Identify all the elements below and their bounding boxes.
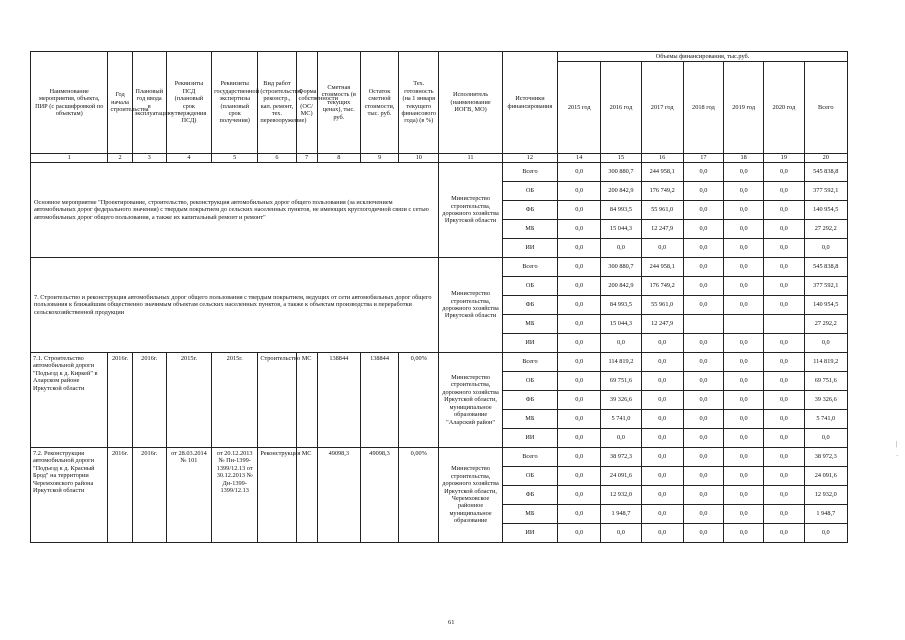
funding-value: 200 842,9	[601, 277, 641, 296]
funding-source: МБ	[502, 220, 557, 239]
object-name: 7.1. Строительство автомобильной дороги "Подъезд к д. Киркей" в Аларском районе Иркутской области	[31, 353, 108, 448]
funding-source: МБ	[502, 315, 557, 334]
funding-source: ИИ	[502, 429, 557, 448]
column-number: 11	[439, 154, 502, 163]
funding-value: 0,0	[764, 410, 804, 429]
column-number: 12	[502, 154, 557, 163]
funding-value: 0,0	[724, 505, 764, 524]
funding-source: ФБ	[502, 486, 557, 505]
funding-value: 55 961,0	[641, 201, 683, 220]
object-estimated-cost: 138844	[317, 353, 360, 448]
executor-cell: Министерство строительства, дорожного хозяйства Иркутской области, муниципальное образование "Аларский район"	[439, 353, 502, 448]
funding-value: 0,0	[724, 429, 764, 448]
funding-value: 0,0	[558, 353, 601, 372]
funding-value: 0,0	[641, 505, 683, 524]
column-number: 1	[31, 154, 108, 163]
column-number: 16	[641, 154, 683, 163]
section-description: 7. Строительство и реконструкция автомобильных дорог общего пользования с твердым покрытием, ведущих от сети автомобильных дорог общего пользования к ближайшим общественно значимым объектам сельских населенных пунктов, а также к объектам производства и переработки сельскохозяйственной продукции	[31, 258, 439, 353]
column-numbers-row	[31, 154, 848, 163]
funding-value: 0,0	[724, 277, 764, 296]
object-work-type: Реконструкция	[258, 448, 296, 543]
object-remaining-cost: 138844	[360, 353, 398, 448]
header-funding-group: Объемы финансирования, тыс.руб.	[558, 52, 848, 62]
funding-total: 140 954,5	[804, 201, 847, 220]
funding-total: 0,0	[804, 334, 847, 353]
funding-total: 24 091,6	[804, 467, 847, 486]
funding-value: 0,0	[764, 391, 804, 410]
funding-value: 0,0	[724, 220, 764, 239]
header-expertise-details: Реквизиты государственной экспертизы (плановый срок получения)	[212, 52, 258, 154]
table-row	[31, 163, 848, 182]
funding-value: 0,0	[558, 486, 601, 505]
funding-value: 0,0	[641, 391, 683, 410]
table-row	[31, 448, 848, 467]
funding-value: 0,0	[641, 353, 683, 372]
funding-value: 0,0	[683, 391, 723, 410]
header-sources: Источники финансирования	[502, 52, 557, 154]
column-number: 3	[132, 154, 166, 163]
funding-value: 12 932,0	[601, 486, 641, 505]
column-number: 15	[601, 154, 641, 163]
object-name: 7.2. Реконструкция автомобильной дороги "Подъезд к д. Красный Брод" на территории Черемховского района Иркутской области	[31, 448, 108, 543]
funding-value: 0,0	[764, 296, 804, 315]
funding-value: 12 247,9	[641, 315, 683, 334]
funding-total: 545 838,8	[804, 258, 847, 277]
funding-value: 0,0	[683, 353, 723, 372]
funding-value: 0,0	[558, 372, 601, 391]
header-estimated-cost: Сметная стоимость (в текущих ценах), тыс. руб.	[317, 52, 360, 154]
funding-value: 0,0	[558, 201, 601, 220]
funding-value: 0,0	[683, 163, 723, 182]
funding-value: 0,0	[724, 353, 764, 372]
funding-total: 39 326,6	[804, 391, 847, 410]
funding-value: 0,0	[558, 220, 601, 239]
funding-value: 0,0	[558, 182, 601, 201]
funding-value: 0,0	[683, 467, 723, 486]
funding-source: МБ	[502, 505, 557, 524]
funding-value: 0,0	[764, 258, 804, 277]
funding-value: 176 749,2	[641, 277, 683, 296]
funding-source: МБ	[502, 410, 557, 429]
funding-total: 27 292,2	[804, 315, 847, 334]
funding-value: 69 751,6	[601, 372, 641, 391]
header-work-type: Вид работ (строительство, реконстр., кап. ремонт, тех. перевооружение)	[258, 52, 296, 154]
funding-value: 244 958,1	[641, 258, 683, 277]
funding-value: 0,0	[764, 163, 804, 182]
funding-total: 0,0	[804, 429, 847, 448]
funding-value: 55 961,0	[641, 296, 683, 315]
funding-source: ОБ	[502, 182, 557, 201]
funding-value: 0,0	[724, 391, 764, 410]
funding-value: 0,0	[764, 448, 804, 467]
funding-value: 0,0	[764, 239, 804, 258]
funding-value: 0,0	[683, 182, 723, 201]
funding-value: 0,0	[724, 163, 764, 182]
funding-source: Всего	[502, 448, 557, 467]
object-ownership: МС	[296, 353, 317, 448]
funding-source: ИИ	[502, 524, 557, 543]
funding-value: 0,0	[683, 220, 723, 239]
funding-value: 0,0	[641, 486, 683, 505]
header-year-2020: 2020 год	[764, 62, 804, 154]
funding-value: 0,0	[558, 277, 601, 296]
funding-value: 0,0	[724, 410, 764, 429]
funding-value: 0,0	[764, 277, 804, 296]
column-number: 17	[683, 154, 723, 163]
funding-value: 0,0	[764, 220, 804, 239]
header-year-2019: 2019 год	[724, 62, 764, 154]
object-psd: 2015г.	[166, 353, 211, 448]
funding-value: 5 741,0	[601, 410, 641, 429]
funding-value: 0,0	[641, 448, 683, 467]
header-psd-details: Реквизиты ПСД (плановый срок утверждения ПСД)	[166, 52, 211, 154]
funding-value: 200 842,9	[601, 182, 641, 201]
object-psd: от 28.03.2014 № 101	[166, 448, 211, 543]
funding-value: 1 948,7	[601, 505, 641, 524]
funding-value: 12 247,9	[641, 220, 683, 239]
funding-total: 0,0	[804, 239, 847, 258]
header-remaining-cost: Остаток сметной стоимости, тыс. руб.	[360, 52, 398, 154]
funding-value: 0,0	[558, 296, 601, 315]
header-readiness: Тех. готовность (на 1 января текущего финансового года) (в %)	[399, 52, 439, 154]
funding-total: 140 954,5	[804, 296, 847, 315]
column-number: 19	[764, 154, 804, 163]
column-number: 14	[558, 154, 601, 163]
funding-value: 0,0	[683, 258, 723, 277]
header-ownership: Форма собственности (ОС/МС)	[296, 52, 317, 154]
column-number: 2	[108, 154, 132, 163]
funding-value	[764, 315, 804, 334]
object-readiness: 0,00%	[399, 448, 439, 543]
object-work-type: Строительство	[258, 353, 296, 448]
funding-value: 0,0	[724, 334, 764, 353]
header-name: Наименование мероприятия, объекта, ПИР (с расшифровкой по объектам)	[31, 52, 108, 154]
funding-value: 0,0	[558, 315, 601, 334]
funding-value: 0,0	[558, 334, 601, 353]
column-number: 4	[166, 154, 211, 163]
header-year-2016: 2016 год	[601, 62, 641, 154]
funding-value: 0,0	[683, 448, 723, 467]
table-body	[31, 163, 848, 543]
funding-value: 0,0	[764, 467, 804, 486]
column-number: 8	[317, 154, 360, 163]
funding-value: 0,0	[558, 429, 601, 448]
page-number: 61	[448, 619, 455, 626]
funding-value: 0,0	[683, 524, 723, 543]
executor-cell: Министерство строительства, дорожного хозяйства Иркутской области	[439, 258, 502, 353]
funding-total: 27 292,2	[804, 220, 847, 239]
header-start-year: Год начала строительства	[108, 52, 132, 154]
funding-value: 0,0	[558, 524, 601, 543]
funding-value: 0,0	[724, 486, 764, 505]
funding-value: 0,0	[558, 467, 601, 486]
funding-value: 0,0	[558, 163, 601, 182]
funding-value: 24 091,6	[601, 467, 641, 486]
funding-value: 0,0	[724, 296, 764, 315]
funding-value: 39 326,6	[601, 391, 641, 410]
funding-value: 0,0	[683, 239, 723, 258]
funding-total: 377 592,1	[804, 182, 847, 201]
funding-value	[683, 315, 723, 334]
header-planned-year: Плановый год ввода в эксплуатацию	[132, 52, 166, 154]
funding-source: Всего	[502, 258, 557, 277]
funding-source: ОБ	[502, 372, 557, 391]
funding-total: 377 592,1	[804, 277, 847, 296]
funding-value: 15 044,3	[601, 315, 641, 334]
funding-source: ИИ	[502, 239, 557, 258]
header-year-2017: 2017 год	[641, 62, 683, 154]
object-planned-year: 2016г.	[132, 353, 166, 448]
header-executor: Исполнитель (наименование ИОГВ, МО)	[439, 52, 502, 154]
funding-value: 114 819,2	[601, 353, 641, 372]
object-expertise: 2015г.	[212, 353, 258, 448]
funding-value: 0,0	[601, 239, 641, 258]
funding-value: 244 958,1	[641, 163, 683, 182]
executor-cell: Министерство строительства, дорожного хозяйства Иркутской области, Черемховское районное муниципальное образование	[439, 448, 502, 543]
column-number: 20	[804, 154, 847, 163]
funding-value: 0,0	[641, 372, 683, 391]
funding-value: 0,0	[683, 429, 723, 448]
object-start-year: 2016г.	[108, 353, 132, 448]
object-expertise: от 20.12.2013 № Пн-1399-1399/12.13 от 30.12.2013 № Дн-1399-1399/12.13	[212, 448, 258, 543]
funding-total: 0,0	[804, 524, 847, 543]
funding-value: 0,0	[641, 524, 683, 543]
column-number: 9	[360, 154, 398, 163]
funding-value: 0,0	[683, 334, 723, 353]
funding-value: 300 880,7	[601, 258, 641, 277]
table-row	[31, 258, 848, 277]
scan-edge-mark: ·	[896, 452, 899, 460]
object-start-year: 2016г.	[108, 448, 132, 543]
funding-value: 0,0	[683, 372, 723, 391]
funding-source: ОБ	[502, 467, 557, 486]
funding-total: 69 751,6	[804, 372, 847, 391]
funding-value: 0,0	[724, 258, 764, 277]
funding-value: 0,0	[764, 524, 804, 543]
funding-value: 0,0	[724, 239, 764, 258]
funding-value: 0,0	[641, 429, 683, 448]
funding-value: 300 880,7	[601, 163, 641, 182]
funding-value: 0,0	[764, 182, 804, 201]
object-ownership: МС	[296, 448, 317, 543]
funding-value: 176 749,2	[641, 182, 683, 201]
funding-total: 114 819,2	[804, 353, 847, 372]
funding-total: 5 741,0	[804, 410, 847, 429]
object-readiness: 0,00%	[399, 353, 439, 448]
table-row	[31, 353, 848, 372]
funding-value: 0,0	[724, 524, 764, 543]
funding-value: 0,0	[764, 486, 804, 505]
column-number: 18	[724, 154, 764, 163]
funding-source: ИИ	[502, 334, 557, 353]
funding-value: 0,0	[558, 410, 601, 429]
funding-value: 0,0	[764, 353, 804, 372]
funding-value: 0,0	[683, 201, 723, 220]
funding-value: 0,0	[558, 505, 601, 524]
header-year-2018: 2018 год	[683, 62, 723, 154]
funding-source: ФБ	[502, 296, 557, 315]
funding-source: ОБ	[502, 277, 557, 296]
executor-cell: Министерство строительства, дорожного хозяйства Иркутской области	[439, 163, 502, 258]
funding-total: 12 932,0	[804, 486, 847, 505]
funding-value: 0,0	[724, 372, 764, 391]
funding-value: 0,0	[641, 410, 683, 429]
funding-value: 0,0	[641, 239, 683, 258]
object-remaining-cost: 49098,3	[360, 448, 398, 543]
scan-edge-mark: |	[896, 440, 898, 448]
funding-value: 0,0	[764, 429, 804, 448]
funding-value: 0,0	[641, 334, 683, 353]
funding-value: 84 993,5	[601, 296, 641, 315]
funding-value: 15 044,3	[601, 220, 641, 239]
funding-total: 1 948,7	[804, 505, 847, 524]
column-number: 10	[399, 154, 439, 163]
header-total: Всего	[804, 62, 847, 154]
funding-value: 0,0	[764, 201, 804, 220]
funding-value: 0,0	[683, 410, 723, 429]
funding-value: 0,0	[764, 372, 804, 391]
funding-value: 84 993,5	[601, 201, 641, 220]
funding-value: 0,0	[601, 524, 641, 543]
funding-value	[724, 315, 764, 334]
funding-total: 38 972,3	[804, 448, 847, 467]
funding-total: 545 838,8	[804, 163, 847, 182]
financing-table	[30, 51, 848, 543]
funding-value: 0,0	[683, 505, 723, 524]
section-description: Основное мероприятие "Проектирование, строительство, реконструкция автомобильных дорог общего пользования (за исключением автомобильных дорог федерального значения) с твердым покрытием до сельских населенных пунктов, не имеющих круглогодичной связи с сетью автомобильных дорог общего пользования, а также их капитальный ремонт и ремонт"	[31, 163, 439, 258]
funding-value: 0,0	[558, 391, 601, 410]
funding-source: ФБ	[502, 391, 557, 410]
funding-value: 0,0	[558, 448, 601, 467]
funding-source: Всего	[502, 353, 557, 372]
funding-value: 0,0	[683, 277, 723, 296]
object-planned-year: 2016г.	[132, 448, 166, 543]
funding-value: 0,0	[601, 334, 641, 353]
funding-value: 0,0	[724, 182, 764, 201]
funding-value: 0,0	[764, 334, 804, 353]
funding-source: Всего	[502, 163, 557, 182]
funding-value: 0,0	[641, 467, 683, 486]
funding-value: 0,0	[724, 467, 764, 486]
object-estimated-cost: 49098,3	[317, 448, 360, 543]
funding-value: 0,0	[724, 201, 764, 220]
funding-value: 38 972,3	[601, 448, 641, 467]
funding-value: 0,0	[558, 239, 601, 258]
column-number: 6	[258, 154, 296, 163]
header-year-2015: 2015 год	[558, 62, 601, 154]
funding-value: 0,0	[558, 258, 601, 277]
funding-value: 0,0	[683, 486, 723, 505]
column-number: 7	[296, 154, 317, 163]
funding-source: ФБ	[502, 201, 557, 220]
column-number: 5	[212, 154, 258, 163]
funding-value: 0,0	[683, 296, 723, 315]
funding-value: 0,0	[724, 448, 764, 467]
funding-value: 0,0	[764, 505, 804, 524]
funding-value: 0,0	[601, 429, 641, 448]
